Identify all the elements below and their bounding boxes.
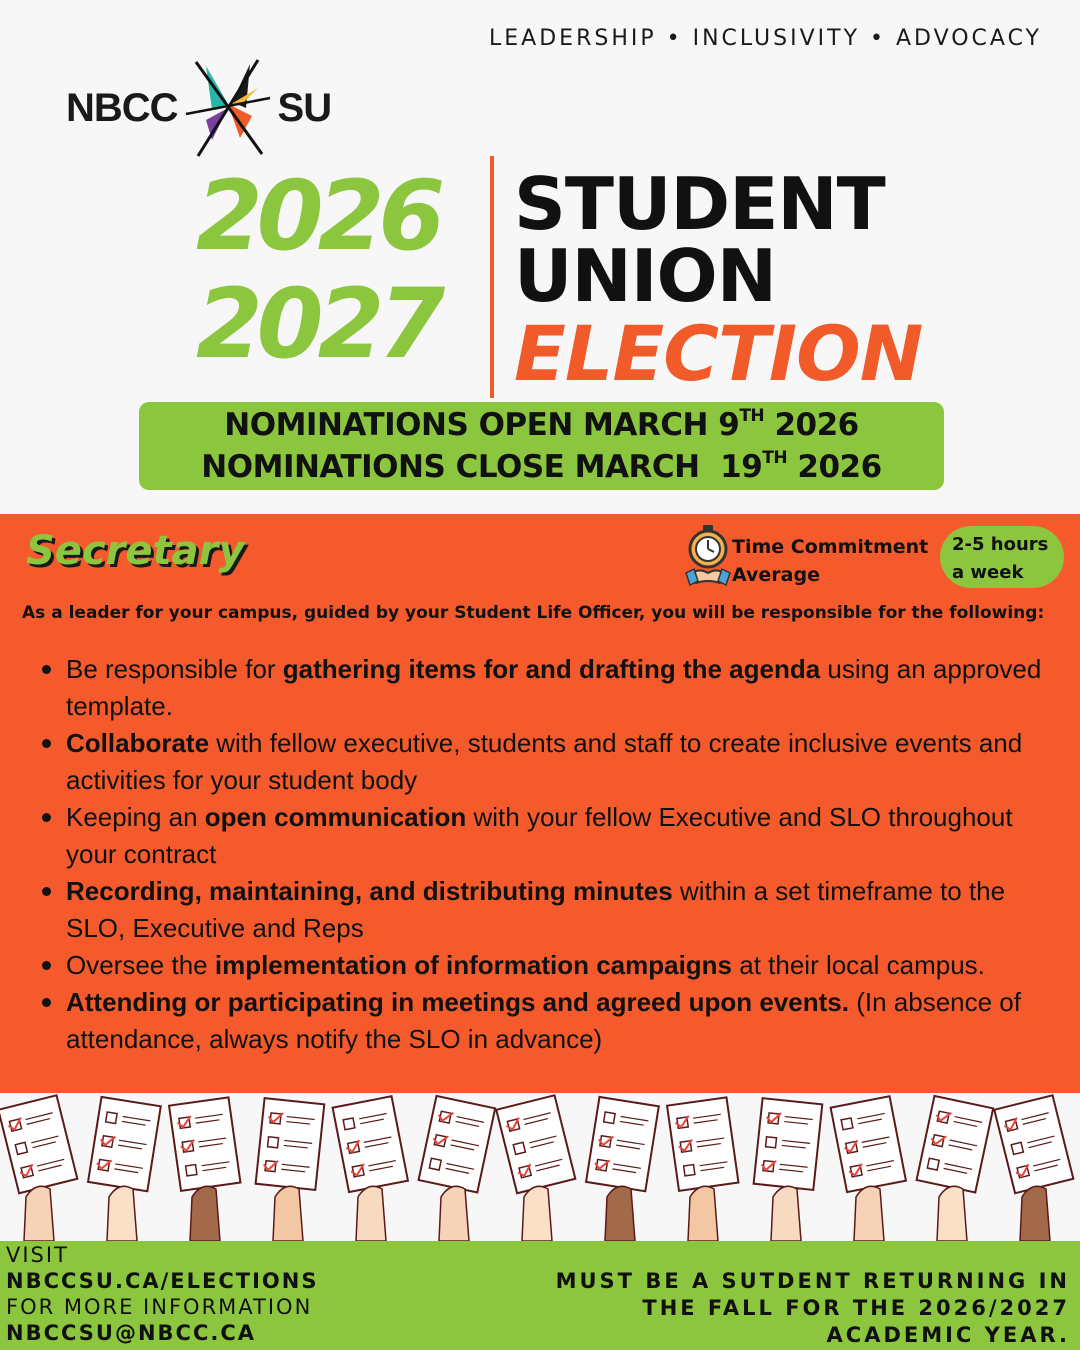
tagline: LEADERSHIP • INCLUSIVITY • ADVOCACY <box>489 26 1042 51</box>
logo-text-right: SU <box>277 85 332 130</box>
nominations-open: NOMINATIONS OPEN MARCH 9TH 2026 <box>224 406 859 443</box>
footer-url: NBCCSU.CA/ELECTIONS <box>6 1269 319 1293</box>
list-item: Collaborate with fellow executive, students and staff to create inclusive events and activities for your student body <box>40 725 1050 799</box>
role-title: Secretary <box>26 528 245 574</box>
footer-email: NBCCSU@NBCC.CA <box>6 1321 257 1345</box>
list-item: Oversee the implementation of information campaigns at their local campus. <box>40 947 1050 984</box>
title-student: STUDENT <box>514 162 885 246</box>
year-start: 2026 <box>196 160 440 272</box>
list-item: Attending or participating in meetings and agreed upon events. (In absence of attendance, always notify the SLO in advance) <box>40 984 1050 1058</box>
footer-contact <box>6 1242 318 1346</box>
title-union: UNION <box>514 234 776 318</box>
nominations-banner <box>139 402 944 490</box>
stopwatch-handshake-icon <box>684 523 732 589</box>
eligibility-notice: MUST BE A SUTDENT RETURNING IN THE FALL FOR THE 2026/2027 ACADEMIC YEAR. <box>555 1269 1070 1347</box>
duties-list <box>40 651 1050 1058</box>
list-item: Be responsible for gathering items for and drafting the agenda using an approved template. <box>40 651 1050 725</box>
hours-badge: 2-5 hours a week <box>940 526 1064 588</box>
nbcc-su-logo <box>66 58 331 158</box>
role-intro: As a leader for your campus, guided by your Student Life Officer, you will be responsible for the following: <box>22 603 1045 623</box>
footer-more-info: FOR MORE INFORMATION <box>6 1295 313 1319</box>
footer-visit: VISIT <box>6 1243 69 1267</box>
logo-mark-icon <box>182 58 274 158</box>
logo-text-left: NBCC <box>66 85 178 130</box>
title-election: ELECTION <box>514 309 923 398</box>
ballots-illustration <box>0 1093 1080 1241</box>
title-divider <box>490 156 494 398</box>
list-item: Keeping an open communication with your fellow Executive and SLO throughout your contract <box>40 799 1050 873</box>
year-end: 2027 <box>196 268 440 380</box>
time-commitment-label: Time Commitment Average <box>732 536 929 586</box>
nominations-close: NOMINATIONS CLOSE MARCH 19TH 2026 <box>201 448 882 485</box>
list-item: Recording, maintaining, and distributing minutes within a set timeframe to the SLO, Executive and Reps <box>40 873 1050 947</box>
ballot-hands-icon <box>0 1093 1080 1241</box>
